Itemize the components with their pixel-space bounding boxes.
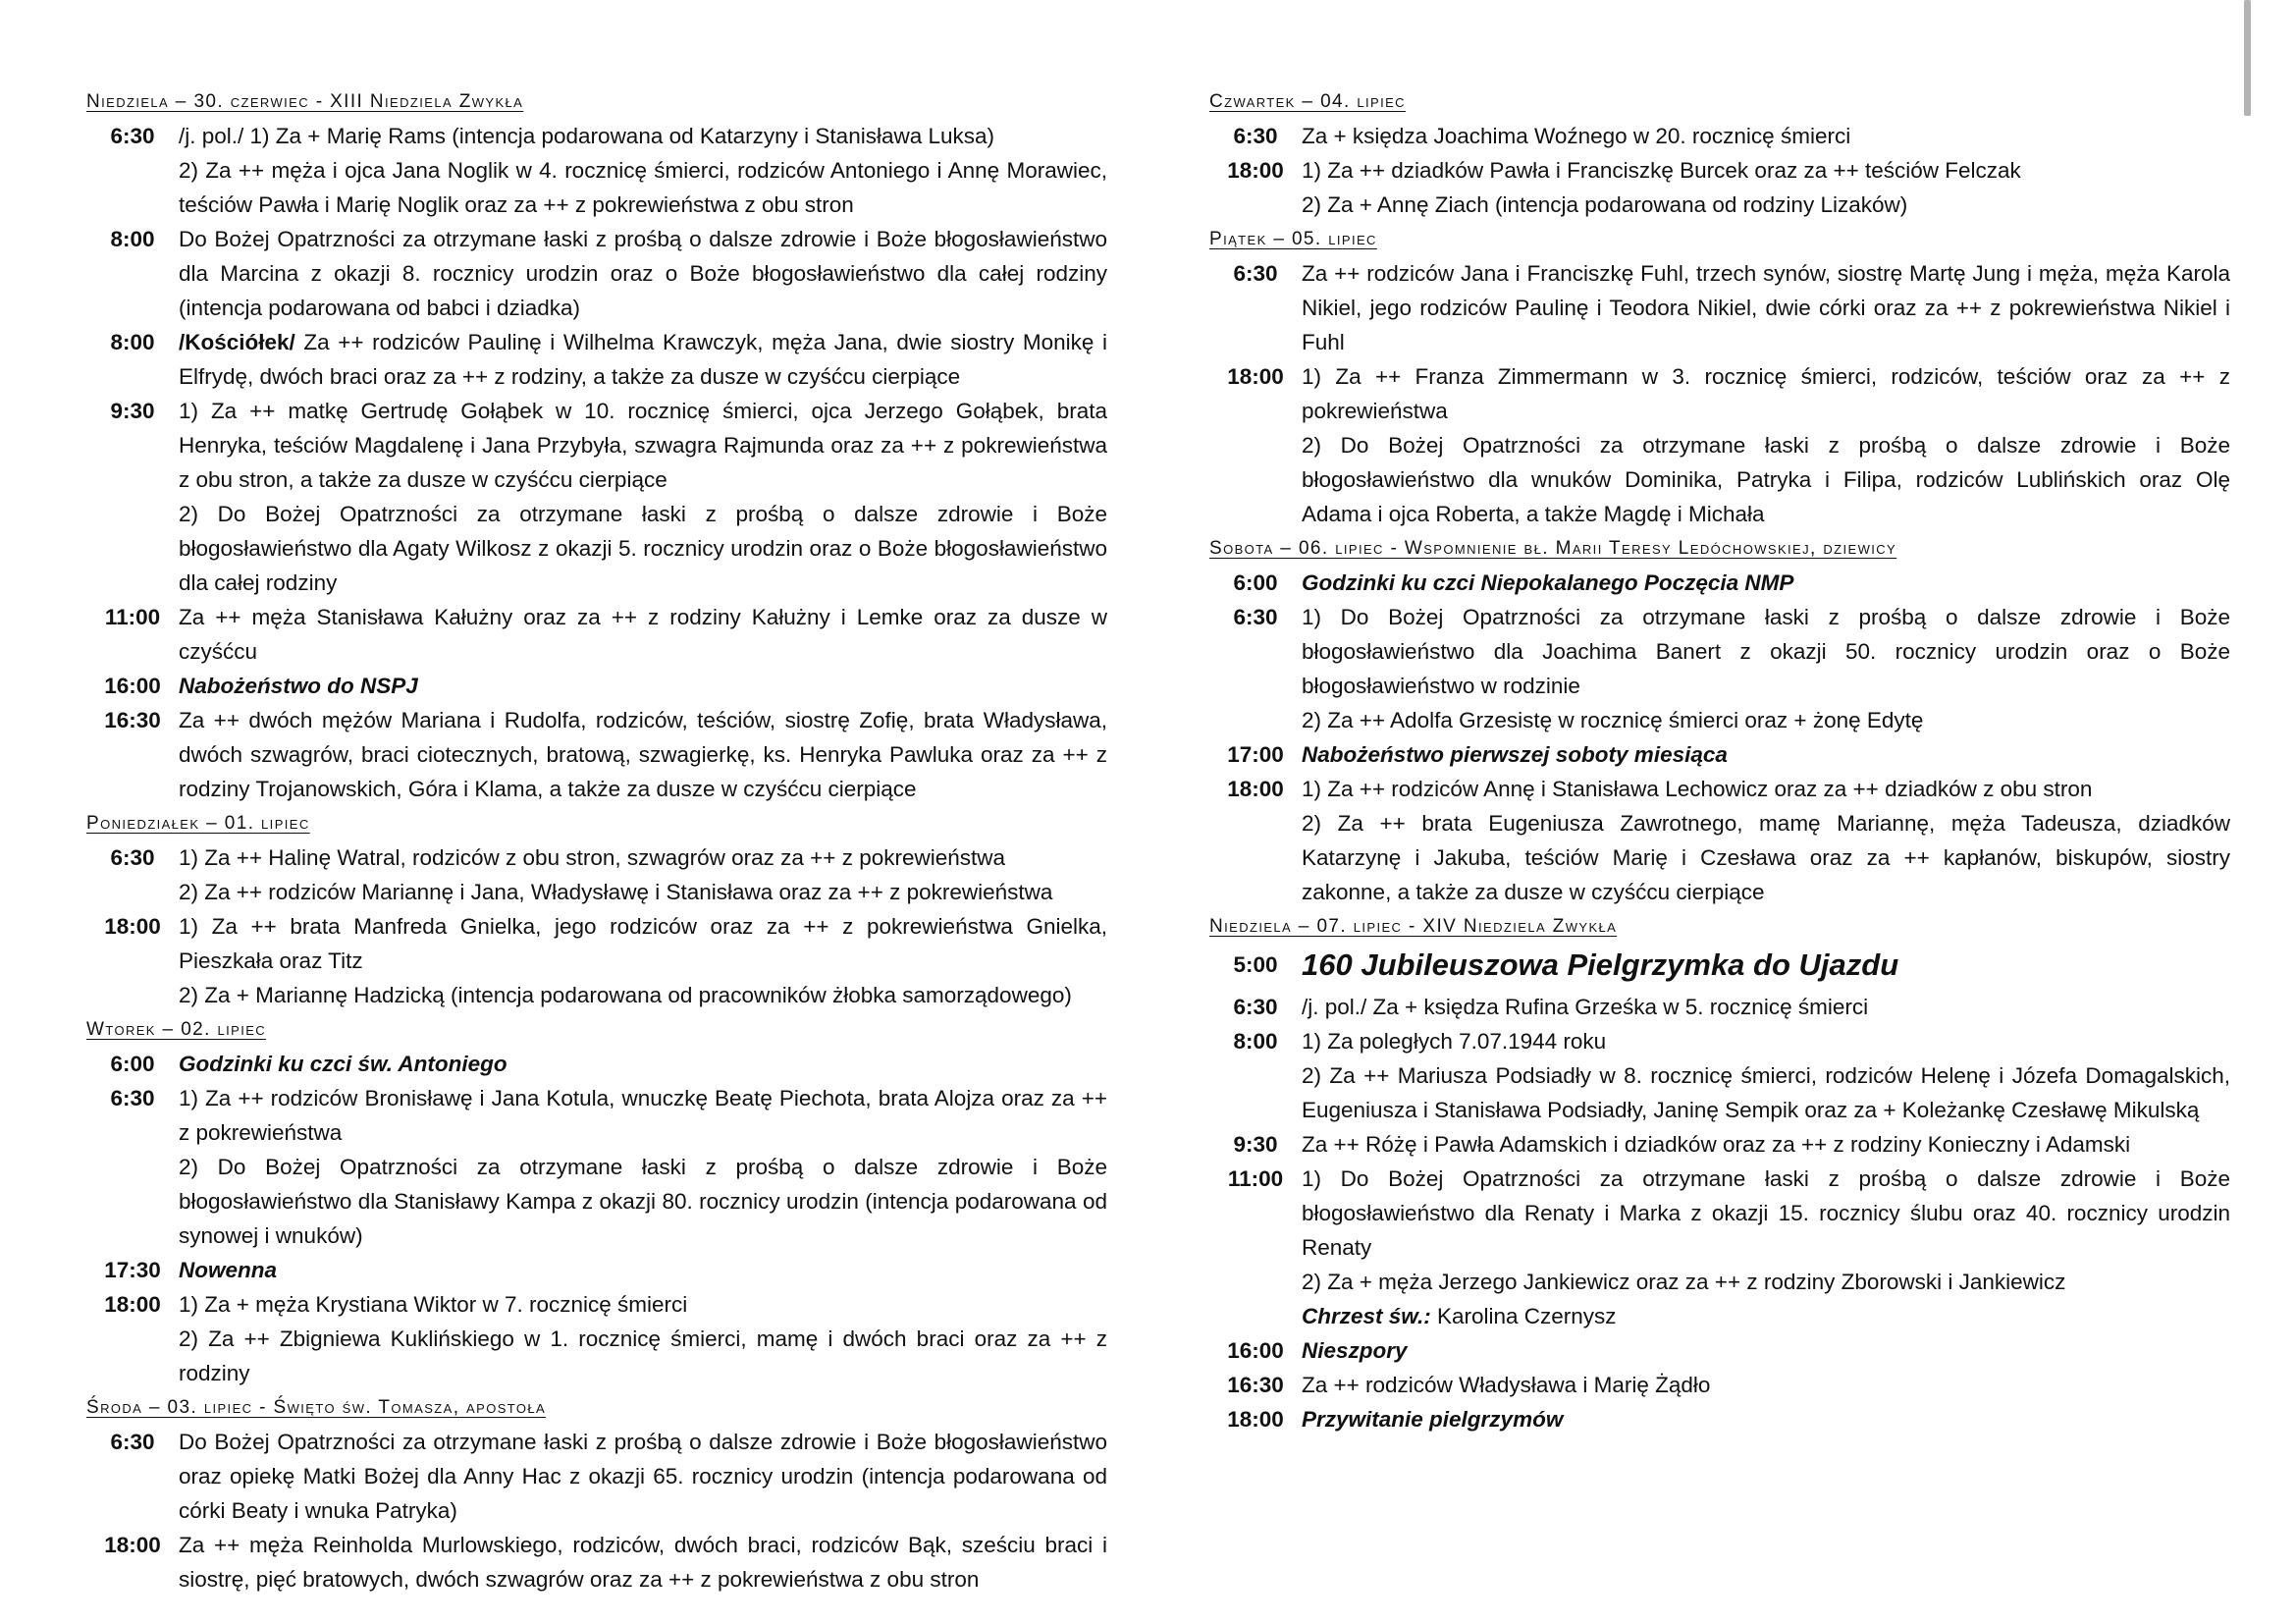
mass-entry [1209, 119, 2230, 153]
mass-intention [1302, 1368, 2230, 1402]
mass-intention [179, 497, 1107, 600]
mass-entry [86, 840, 1107, 875]
mass-entry [86, 222, 1107, 325]
intention-text: 2) Do Bożej Opatrzności za otrzymane łaski z prośbą o dalsze zdrowie i Boże błogosławieństwo dla wnuków Dominika, Patryka i Filipa, rodziców Lublińskich oraz Olę Adama i ojca Roberta, a także Magdę i Michała [1302, 433, 2230, 526]
mass-entry [1209, 1299, 2230, 1333]
intention-text: 1) Za + męża Krystiana Wiktor w 7. rocznicę śmierci [179, 1292, 688, 1317]
mass-entry [1209, 772, 2230, 806]
mass-entry [86, 978, 1107, 1012]
intention-text: 2) Za + męża Jerzego Jankiewicz oraz za ++ z rodziny Zborowski i Jankiewicz [1302, 1270, 2066, 1294]
intention-text: Za ++ Różę i Pawła Adamskich i dziadków oraz za ++ z rodziny Konieczny i Adamski [1302, 1132, 2131, 1157]
service-name: Nieszpory [1302, 1338, 1408, 1363]
mass-intention [179, 840, 1107, 875]
mass-entry [1209, 737, 2230, 772]
intention-text: 2) Za ++ brata Eugeniusza Zawrotnego, mamę Mariannę, męża Tadeusza, dziadków Katarzynę i Jakuba, teściów Marię i Czesława oraz za ++ kapłanów, biskupów, siostry zakonne, a także za dusze w czyśćcu cierpiące [1302, 811, 2230, 904]
mass-intention [179, 1322, 1107, 1390]
right-column [1209, 84, 2230, 1436]
service-name: Nabożeństwo do NSPJ [179, 674, 418, 698]
mass-time: 16:30 [1227, 1373, 1284, 1397]
mass-entry [1209, 566, 2230, 600]
mass-intention [179, 875, 1107, 909]
mass-intention [1302, 1265, 2230, 1299]
mass-entry [1209, 600, 2230, 703]
intention-text: Do Bożej Opatrzności za otrzymane łaski z prośbą o dalsze zdrowie i Boże błogosławieństwo dla Marcina z okazji 8. rocznicy urodzin oraz o Boże błogosławieństwo dla całej rodziny (intencja podarowana od babci i dziadka) [179, 227, 1107, 320]
mass-intention [1302, 1402, 2230, 1436]
day-header: Czwartek – 04. lipiec [1209, 91, 1406, 112]
mass-intention [179, 909, 1107, 978]
intention-text: 2) Do Bożej Opatrzności za otrzymane łaski z prośbą o dalsze zdrowie i Boże błogosławieństwo dla Agaty Wilkosz z okazji 5. rocznicy urodzin oraz o Boże błogosławieństwo dla całej rodziny [179, 502, 1107, 595]
intention-text: Za ++ męża Reinholda Murlowskiego, rodziców, dwóch braci, rodziców Bąk, sześciu braci i siostrę, pięć bratowych, dwóch szwagrów oraz za ++ z pokrewieństwa z obu stron [179, 1533, 1107, 1592]
mass-intention [179, 669, 1107, 703]
mass-entry [1209, 153, 2230, 188]
intention-text: 1) Za ++ rodziców Bronisławę i Jana Kotula, wnuczkę Beatę Piechota, brata Alojza oraz za ++ z pokrewieństwa [179, 1086, 1107, 1145]
mass-time: 18:00 [1227, 1407, 1284, 1432]
intention-text: Za ++ dwóch mężów Mariana i Rudolfa, rodziców, teściów, siostrę Zofię, brata Władysława, dwóch szwagrów, braci ciotecznych, bratową, szwagierkę, ks. Henryka Pawluka oraz za ++ z rodziny Trojanowskich, Góra i Klama, a także za dusze w czyśćcu cierpiące [179, 708, 1107, 801]
mass-time: 16:00 [104, 674, 161, 698]
pilgrimage-title: 160 Jubileuszowa Pielgrzymka do Ujazdu [1302, 947, 1899, 982]
mass-time: 16:00 [1227, 1338, 1284, 1363]
mass-entry [1209, 1058, 2230, 1127]
mass-entry [1209, 359, 2230, 428]
intention-text: 1) Za ++ rodziców Annę i Stanisława Lechowicz oraz za ++ dziadków z obu stron [1302, 777, 2093, 801]
mass-intention [1302, 359, 2230, 428]
day-header: Niedziela – 07. lipiec - XIV Niedziela Zwykła [1209, 916, 1618, 937]
mass-time: 18:00 [104, 1292, 161, 1317]
mass-intention [1302, 1162, 2230, 1265]
mass-entry [86, 600, 1107, 669]
intention-prefix: Chrzest św.: [1302, 1304, 1431, 1328]
mass-time: 6:30 [1233, 605, 1278, 629]
mass-time: 18:00 [1227, 364, 1284, 389]
service-name: Godzinki ku czci Niepokalanego Poczęcia NMP [1302, 570, 1794, 595]
mass-time: 8:00 [110, 330, 155, 354]
mass-entry [86, 1150, 1107, 1253]
mass-time: 6:00 [1233, 570, 1278, 595]
intention-text: 2) Za ++ męża i ojca Jana Noglik w 4. rocznicę śmierci, rodziców Antoniego i Annę Morawiec, teściów Pawła i Marię Noglik oraz za ++ z pokrewieństwa z obu stron [179, 158, 1107, 217]
mass-entry [86, 703, 1107, 806]
mass-entry [1209, 1265, 2230, 1299]
mass-entry [86, 1253, 1107, 1287]
mass-entry [86, 153, 1107, 222]
mass-time: 5:00 [1233, 952, 1278, 977]
mass-time: 6:30 [1233, 124, 1278, 148]
mass-time: 11:00 [1227, 1166, 1284, 1191]
intention-text: 2) Za + Mariannę Hadzicką (intencja podarowana od pracowników żłobka samorządowego) [179, 983, 1072, 1007]
mass-entry [1209, 1333, 2230, 1368]
mass-intention [1302, 1024, 2230, 1058]
intention-text: Karolina Czernysz [1430, 1304, 1617, 1328]
mass-time: 9:30 [1233, 1132, 1278, 1157]
intention-prefix: /Kościółek/ [179, 330, 295, 354]
mass-time: 18:00 [1227, 777, 1284, 801]
mass-entry [86, 669, 1107, 703]
day-header: Poniedziałek – 01. lipiec [86, 813, 310, 834]
mass-intention [179, 1425, 1107, 1528]
mass-entry [1209, 1024, 2230, 1058]
service-name: Przywitanie pielgrzymów [1302, 1407, 1564, 1432]
mass-intention [179, 1287, 1107, 1322]
mass-entry [86, 497, 1107, 600]
mass-time: 6:30 [1233, 261, 1278, 286]
mass-intention [179, 325, 1107, 394]
mass-intention [179, 1047, 1107, 1081]
intention-text: 1) Za ++ matkę Gertrudę Gołąbek w 10. rocznicę śmierci, ojca Jerzego Gołąbek, brata Henryka, teściów Magdalenę i Jana Przybyła, szwagra Rajmunda oraz za ++ z pokrewieństwa z obu stron, a także za dusze w czyśćcu cierpiące [179, 399, 1107, 492]
mass-intention [1302, 1058, 2230, 1127]
mass-time: 11:00 [104, 605, 161, 629]
mass-time: 18:00 [104, 914, 161, 939]
day-header: Piątek – 05. lipiec [1209, 229, 1377, 249]
mass-intention [179, 153, 1107, 222]
mass-intention [1302, 944, 2230, 990]
mass-entry [1209, 1162, 2230, 1265]
mass-time: 6:00 [110, 1052, 155, 1076]
mass-intention [179, 1253, 1107, 1287]
intention-text: 1) Za ++ dziadków Pawła i Franciszkę Burcek oraz za ++ teściów Felczak [1302, 158, 2021, 183]
mass-entry [1209, 428, 2230, 531]
mass-intention [1302, 806, 2230, 909]
mass-time: 6:30 [110, 845, 155, 870]
mass-entry [86, 1322, 1107, 1390]
mass-intention [1302, 990, 2230, 1024]
intention-text: 1) Za ++ brata Manfreda Gnielka, jego rodziców oraz za ++ z pokrewieństwa Gnielka, Pieszkała oraz Titz [179, 914, 1107, 973]
intention-text: 2) Za ++ Zbigniewa Kuklińskiego w 1. rocznicę śmierci, mamę i dwóch braci oraz za ++ z rodziny [179, 1326, 1107, 1385]
mass-intention [179, 703, 1107, 806]
mass-time: 18:00 [1227, 158, 1284, 183]
mass-time: 17:00 [1227, 742, 1284, 767]
mass-entry [1209, 703, 2230, 737]
intention-text: 2) Do Bożej Opatrzności za otrzymane łaski z prośbą o dalsze zdrowie i Boże błogosławieństwo dla Stanisławy Kampa z okazji 80. rocznicy urodzin (intencja podarowana od synowej i wnuków) [179, 1155, 1107, 1248]
intention-text: 1) Za ++ Halinę Watral, rodziców z obu stron, szwagrów oraz za ++ z pokrewieństwa [179, 845, 1006, 870]
mass-entry [86, 1047, 1107, 1081]
left-column [86, 84, 1107, 1597]
intention-text: 2) Za ++ Mariusza Podsiadły w 8. rocznicę śmierci, rodziców Helenę i Józefa Domagalskich, Eugeniusza i Stanisława Podsiadły, Janinę Sempik oraz za + Koleżankę Czesławę Mikulską [1302, 1063, 2230, 1122]
service-name: Godzinki ku czci św. Antoniego [179, 1052, 507, 1076]
mass-time: 9:30 [110, 399, 155, 423]
mass-entry [1209, 1368, 2230, 1402]
mass-intention [1302, 600, 2230, 703]
mass-time: 6:30 [110, 1086, 155, 1110]
mass-entry [1209, 1402, 2230, 1436]
mass-time: 8:00 [110, 227, 155, 251]
mass-intention [1302, 119, 2230, 153]
mass-intention [179, 600, 1107, 669]
intention-text: 1) Za ++ Franza Zimmermann w 3. rocznicę śmierci, rodziców, teściów oraz za ++ z pokrewieństwa [1302, 364, 2230, 423]
mass-intention [1302, 1127, 2230, 1162]
day-header: Środa – 03. lipiec - Święto św. Tomasza, apostoła [86, 1397, 547, 1418]
mass-intention [1302, 188, 2230, 222]
mass-entry [1209, 806, 2230, 909]
intention-text: 1) Do Bożej Opatrzności za otrzymane łaski z prośbą o dalsze zdrowie i Boże błogosławieństwo dla Renaty i Marka z okazji 15. rocznicy ślubu oraz 40. rocznicy urodzin Renaty [1302, 1166, 2230, 1260]
mass-entry [1209, 188, 2230, 222]
intention-text: Za ++ rodziców Jana i Franciszkę Fuhl, trzech synów, siostrę Martę Jung i męża, męża Karola Nikiel, jego rodziców Paulinę i Teodora Nikiel, dwie córki oraz za ++ z pokrewieństwa Nikiel i Fuhl [1302, 261, 2230, 354]
intention-text: 2) Za + Annę Ziach (intencja podarowana od rodziny Lizaków) [1302, 192, 1908, 217]
mass-time: 16:30 [104, 708, 161, 732]
mass-time: 17:30 [104, 1258, 161, 1282]
mass-entry [86, 325, 1107, 394]
mass-intention [1302, 1333, 2230, 1368]
mass-entry [86, 875, 1107, 909]
mass-time: 6:30 [1233, 995, 1278, 1019]
mass-intention [179, 1081, 1107, 1150]
intention-text: Za + księdza Joachima Woźnego w 20. rocznicę śmierci [1302, 124, 1851, 148]
mass-time: 8:00 [1233, 1029, 1278, 1054]
mass-intention [1302, 703, 2230, 737]
intention-text: 2) Za ++ rodziców Mariannę i Jana, Władysławę i Stanisława oraz za ++ z pokrewieństwa [179, 880, 1053, 904]
service-name: Nabożeństwo pierwszej soboty miesiąca [1302, 742, 1728, 767]
mass-entry [86, 909, 1107, 978]
mass-intention [1302, 153, 2230, 188]
mass-intention [1302, 737, 2230, 772]
intention-text: /j. pol./ Za + księdza Rufina Grześka w 5. rocznicę śmierci [1302, 995, 1869, 1019]
day-header: Wtorek – 02. lipiec [86, 1019, 267, 1040]
intention-text: Za ++ rodziców Władysława i Marię Żądło [1302, 1373, 1711, 1397]
intention-text: Za ++ męża Stanisława Kałużny oraz za ++ z rodziny Kałużny i Lemke oraz za dusze w czyśćcu [179, 605, 1107, 664]
mass-time: 18:00 [104, 1533, 161, 1557]
intention-text: Do Bożej Opatrzności za otrzymane łaski z prośbą o dalsze zdrowie i Boże błogosławieństwo oraz opiekę Matki Bożej dla Anny Hac z okazji 65. rocznicy urodzin (intencja podarowana od córki Beaty i wnuka Patryka) [179, 1430, 1107, 1523]
mass-entry [86, 1425, 1107, 1528]
mass-entry [86, 1287, 1107, 1322]
mass-intention [179, 394, 1107, 497]
mass-intention [1302, 1299, 2230, 1333]
mass-entry [1209, 944, 2230, 990]
mass-entry [1209, 990, 2230, 1024]
day-header: Niedziela – 30. czerwiec - XIII Niedziela Zwykła [86, 91, 524, 112]
mass-entry [86, 394, 1107, 497]
intention-text: 1) Do Bożej Opatrzności za otrzymane łaski z prośbą o dalsze zdrowie i Boże błogosławieństwo dla Joachima Banert z okazji 50. rocznicy urodzin oraz o Boże błogosławieństwo w rodzinie [1302, 605, 2230, 698]
day-header: Sobota – 06. lipiec - Wspomnienie bł. Marii Teresy Ledóchowskiej, dziewicy [1209, 538, 1897, 559]
intention-text: 1) Za poległych 7.07.1944 roku [1302, 1029, 1607, 1054]
mass-time: 6:30 [110, 1430, 155, 1454]
mass-entry [1209, 1127, 2230, 1162]
mass-intention [1302, 428, 2230, 531]
mass-intention [179, 1528, 1107, 1597]
mass-entry [86, 1081, 1107, 1150]
intention-text: Za ++ rodziców Paulinę i Wilhelma Krawczyk, męża Jana, dwie siostry Monikę i Elfrydę, dwóch braci oraz za ++ z rodziny, a także za dusze w czyśćcu cierpiące [179, 330, 1107, 389]
mass-entry [86, 1528, 1107, 1597]
mass-intention [179, 1150, 1107, 1253]
scrollbar[interactable] [2244, 0, 2251, 116]
intention-text: /j. pol./ 1) Za + Marię Rams (intencja podarowana od Katarzyny i Stanisława Luksa) [179, 124, 995, 148]
mass-intention [179, 119, 1107, 153]
mass-intention [179, 222, 1107, 325]
mass-intention [179, 978, 1107, 1012]
mass-intention [1302, 772, 2230, 806]
intention-text: 2) Za ++ Adolfa Grzesistę w rocznicę śmierci oraz + żonę Edytę [1302, 708, 1924, 732]
mass-entry [1209, 256, 2230, 359]
mass-intention [1302, 566, 2230, 600]
mass-time: 6:30 [110, 124, 155, 148]
mass-entry [86, 119, 1107, 153]
mass-intention [1302, 256, 2230, 359]
service-name: Nowenna [179, 1258, 278, 1282]
